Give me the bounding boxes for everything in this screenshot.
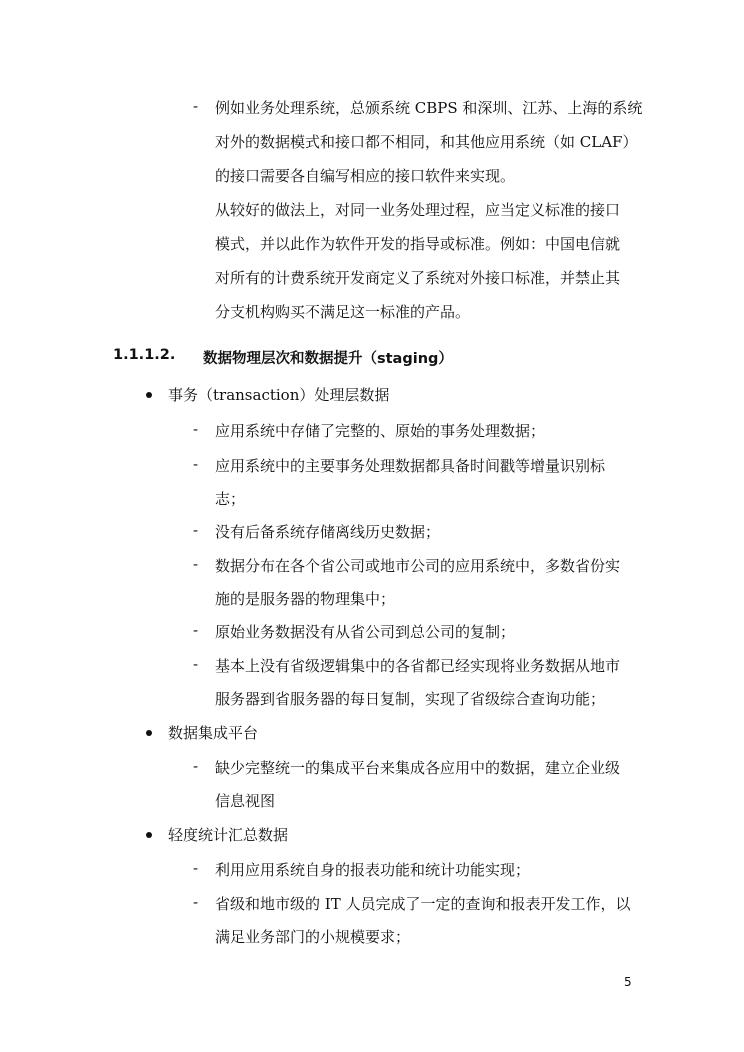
dash-marker: - bbox=[193, 893, 199, 911]
list-item: 基本上没有省级逻辑集中的各省都已经实现将业务数据从地市 bbox=[215, 657, 621, 675]
page-number: 5 bbox=[624, 975, 632, 989]
dash-marker: - bbox=[193, 521, 199, 539]
dash-marker: - bbox=[193, 555, 199, 573]
bullet-icon bbox=[146, 730, 152, 736]
bullet-label: 轻度统计汇总数据 bbox=[168, 826, 289, 844]
dash-marker: - bbox=[193, 455, 199, 473]
dash-marker: - bbox=[193, 655, 199, 673]
list-item: 利用应用系统自身的报表功能和统计功能实现； bbox=[215, 861, 531, 879]
list-item: 应用系统中存储了完整的、原始的事务处理数据； bbox=[215, 422, 546, 440]
section-number: 1.1.1.2. bbox=[113, 347, 176, 363]
list-item-continued: 服务器到省服务器的每日复制，实现了省级综合查询功能； bbox=[215, 690, 606, 708]
text-line: 例如业务处理系统，总颁系统 CBPS 和深圳、江苏、上海的系统 bbox=[215, 99, 643, 117]
text-line: 从较好的做法上，对同一业务处理过程，应当定义标准的接口 bbox=[215, 201, 621, 219]
list-item-continued: 施的是服务器的物理集中； bbox=[215, 590, 396, 608]
list-item: 数据分布在各个省公司或地市公司的应用系统中，多数省份实 bbox=[215, 557, 621, 575]
list-item: 省级和地市级的 IT 人员完成了一定的查询和报表开发工作，以 bbox=[215, 895, 631, 913]
bullet-icon bbox=[146, 832, 152, 838]
section-title: 数据物理层次和数据提升（staging） bbox=[203, 351, 453, 367]
text-line: 模式，并以此作为软件开发的指导或标准。例如：中国电信就 bbox=[215, 235, 621, 253]
text-line: 的接口需要各自编写相应的接口软件来实现。 bbox=[215, 167, 516, 185]
list-item: 应用系统中的主要事务处理数据都具备时间戳等增量识别标 bbox=[215, 457, 606, 475]
bullet-label: 事务（transaction）处理层数据 bbox=[168, 386, 390, 404]
list-item-continued: 满足业务部门的小规模要求； bbox=[215, 928, 411, 946]
list-item: 原始业务数据没有从省公司到总公司的复制； bbox=[215, 623, 516, 641]
dash-marker: - bbox=[193, 420, 199, 438]
dash-marker: - bbox=[193, 621, 199, 639]
text-line: 对所有的计费系统开发商定义了系统对外接口标准，并禁止其 bbox=[215, 269, 621, 287]
bullet-label: 数据集成平台 bbox=[168, 724, 259, 742]
list-item-continued: 信息视图 bbox=[215, 792, 276, 810]
text-line: 对外的数据模式和接口都不相同，和其他应用系统（如 CLAF） bbox=[215, 133, 638, 151]
dash-marker: - bbox=[193, 757, 199, 775]
list-item: 没有后备系统存储离线历史数据； bbox=[215, 523, 441, 541]
dash-marker: - bbox=[193, 97, 199, 115]
bullet-icon bbox=[146, 392, 152, 398]
list-item: 缺少完整统一的集成平台来集成各应用中的数据，建立企业级 bbox=[215, 759, 621, 777]
list-item-continued: 志； bbox=[215, 490, 246, 508]
dash-marker: - bbox=[193, 859, 199, 877]
text-line: 分支机构购买不满足这一标准的产品。 bbox=[215, 303, 471, 321]
